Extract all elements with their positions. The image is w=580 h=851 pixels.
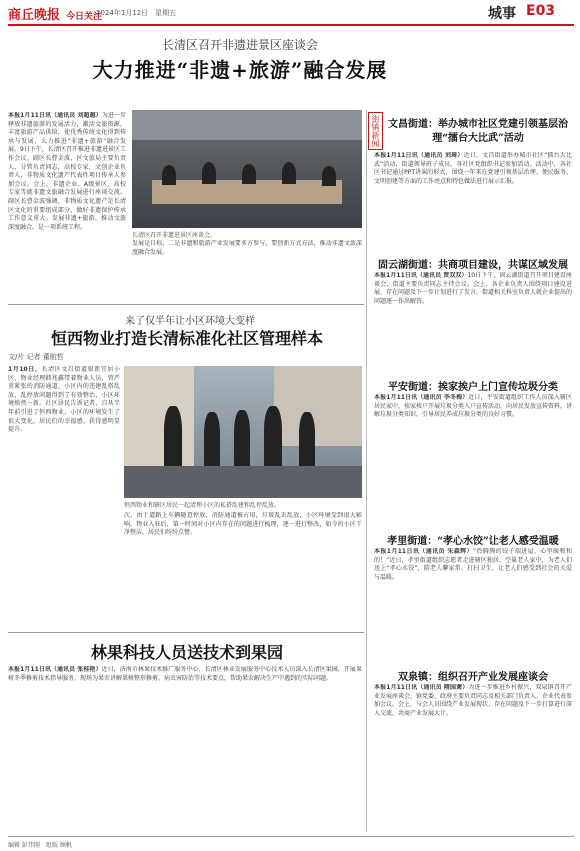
wenchang-body: 近日，文昌街道举办城市社区“擂台大比武”活动，街道领导班子成员、各社区党组织书记参加活动。活动中，各社区书记通过PPT讲演的形式，围绕一年来在党建引领基层治理、便民服务、文明创建等方面的工作亮点和特色做法进行展示汇报。: [374, 152, 572, 185]
issue-date: 2024年1月12日 星期五: [96, 9, 177, 17]
guxiang-headline: 固云湖街道：共商项目建设，共谋区域发展: [378, 260, 568, 271]
xiaoli-dateline: 本报1月11日讯（通讯员 朱森辉）: [374, 548, 473, 555]
shuangquan-dateline: 本报1月11日讯（通讯员 隋园萧）: [374, 684, 469, 691]
wenchang-headline: 文昌街道：举办城市社区党建引领基层治理“擂台大比武”活动: [388, 119, 568, 144]
pingan-body: 近日，平安街道组织工作人员深入辖区居民家中，挨家挨户开展垃圾分类入户宣传活动，向居民发放宣传资料，讲解垃圾分类知识，引导居民养成垃圾分类的良好习惯。: [374, 394, 572, 419]
community-text-col-2: 次，由于道路上车辆随意停放，消防通道被占用，垃圾乱丢乱放，小区环境受到很大影响。物业入驻后，第一时间对小区内存在的问题进行梳理，逐一进行整改，如今的小区干净整洁，居民们纷纷点赞。: [124, 512, 362, 537]
community-kicker: 来了仅半年让小区环境大变样: [125, 316, 255, 327]
lead-body: 为进一步释放非遗旅游的发展活力，激活文旅资源，丰富旅游产品供给，使优秀传统文化得到传承与发展，大力推进“非遗+旅游”融合发展。9日下午，长清区召开推进非遗进景区工作会议。副区长曹金波，区文旅局主要负责人，分管负责同志，高校专家，文创企业负责人，非物质文化遗产代表性项目传承人参加会议。会上，非遗企业、A级景区、高校专家等就非遗文旅融合发展进行座谈交流。副区长曹金波强调，非物质文化遗产是长清区文化的重要组成部分，做好非遗保护传承工作意义重大。发展非遗+旅游，推动文旅深度融合，是一项系统工程。: [8, 112, 126, 231]
section-name: 城事: [488, 6, 516, 22]
shuangquan-text: [374, 684, 572, 832]
divider-1: [8, 304, 364, 305]
community-dateline: 1月10日，: [8, 366, 42, 373]
community-photo: [124, 366, 362, 498]
pingan-dateline: 本报1月11日讯（通讯员 李冬梅）: [374, 394, 469, 401]
xiaoli-text: [374, 548, 572, 658]
guxiang-text: [374, 272, 572, 368]
lead-photo-caption: 长清区召开非遗进景区座谈会。: [132, 232, 217, 239]
page-number: E03: [526, 3, 556, 19]
shuangquan-headline: 双泉镇：组织召开产业发展座谈会: [398, 672, 548, 683]
community-headline: 恒西物业打造长清标准化社区管理样本: [50, 329, 323, 348]
column-divider: [366, 110, 367, 832]
lead-dateline: 本报1月11日讯（通讯员 刘超越）: [8, 112, 102, 119]
shuangquan-body: 为进一步推进乡村振兴，双泉镇召开产业发展座谈会，镇党委、政府主要负责同志及相关部门负责人、企业代表参加会议。会上，与会人员围绕产业发展现状、存在问题及下一步打算进行深入交流，共商产业发展大计。: [374, 684, 572, 717]
section-tag: 街镇新闻: [368, 112, 383, 150]
lead-headline: 大力推进“非遗+旅游”融合发展: [92, 58, 388, 82]
lead-text-col-2: 发展是目标，二是非遗和旅游产业发展要多方参与，要创新方式方法，推动非遗文旅深度融合发展。: [132, 240, 362, 256]
xiaoli-body: “热腾腾的饺子端进屋，心里暖和和的！”近日，孝里街道组织志愿者走进辖区独居、空巢老人家中，为老人们送上“孝心水饺”，陪老人聊家常、打扫卫生，让老人们感受到社会的关爱与温暖。: [374, 548, 572, 581]
pingan-text: [374, 394, 572, 524]
wenchang-text: [374, 152, 572, 248]
wenchang-dateline: 本报1月11日讯（通讯员 刘琦）: [374, 152, 464, 159]
linye-text: [8, 666, 362, 832]
linye-headline: 林果科技人员送技术到果园: [90, 643, 283, 662]
community-body: 长清区文昌街道银新宜居小区，物业经理韩兆鑫带着物业人员，管严重紧张的消防通道，小区内的违建乱搭乱放，乱停放问题得到了有效整治，小区环境焕然一新。社区居民告诉记者，自从半年前引进了恒西物业，小区的环境发生了很大变化，居民们的幸福感、获得感明显提升。: [8, 366, 120, 434]
lead-kicker: 长清区召开非遗进景区座谈会: [161, 38, 318, 52]
linye-body: 近日，济南市林果技术推广服务中心、长清区林业发展服务中心技术人员深入长清区果园，开展果树冬季修剪技术指导服务，现场为果农讲解果树整形修剪、病虫害防治等技术要点，帮助果农解决生产中遇到的实际问题。: [8, 666, 362, 682]
xiaoli-headline: 孝里街道：“孝心水饺”让老人感受温暖: [387, 536, 559, 547]
community-text-col-1: [8, 366, 120, 626]
community-byline: 文/片 记者 董航哲: [8, 353, 64, 361]
header-rule: [8, 24, 574, 26]
footer-credits: 编辑 彭伟刚 组版 顾帆: [8, 842, 72, 849]
linye-dateline: 本报1月11日讯（通讯员 张桂艳）: [8, 666, 102, 673]
guxiang-body: 10日下午，固云湖街道召开项目建设座谈会，街道主要负责同志主持会议。会上，各企业负责人围绕项目建设进展、存在问题及下一步计划进行了发言，街道相关科室负责人就企业提出的问题逐一作出解答。: [374, 272, 572, 305]
pingan-headline: 平安街道：挨家挨户上门宣传垃圾分类: [388, 382, 558, 393]
lead-photo: [132, 110, 362, 228]
footer-rule: [8, 836, 574, 837]
lead-text-col-1: [8, 112, 126, 300]
community-photo-caption: 恒西物业和辖区居民一起清理小区的私搭乱建和乱停乱放。: [124, 502, 281, 509]
guxiang-dateline: 本报1月11日讯（通讯员 贾双双）: [374, 272, 468, 279]
masthead-sub: 今日关注: [66, 12, 103, 22]
masthead: [8, 4, 102, 23]
masthead-title: 商丘晚报: [8, 8, 61, 23]
divider-2: [8, 632, 364, 633]
